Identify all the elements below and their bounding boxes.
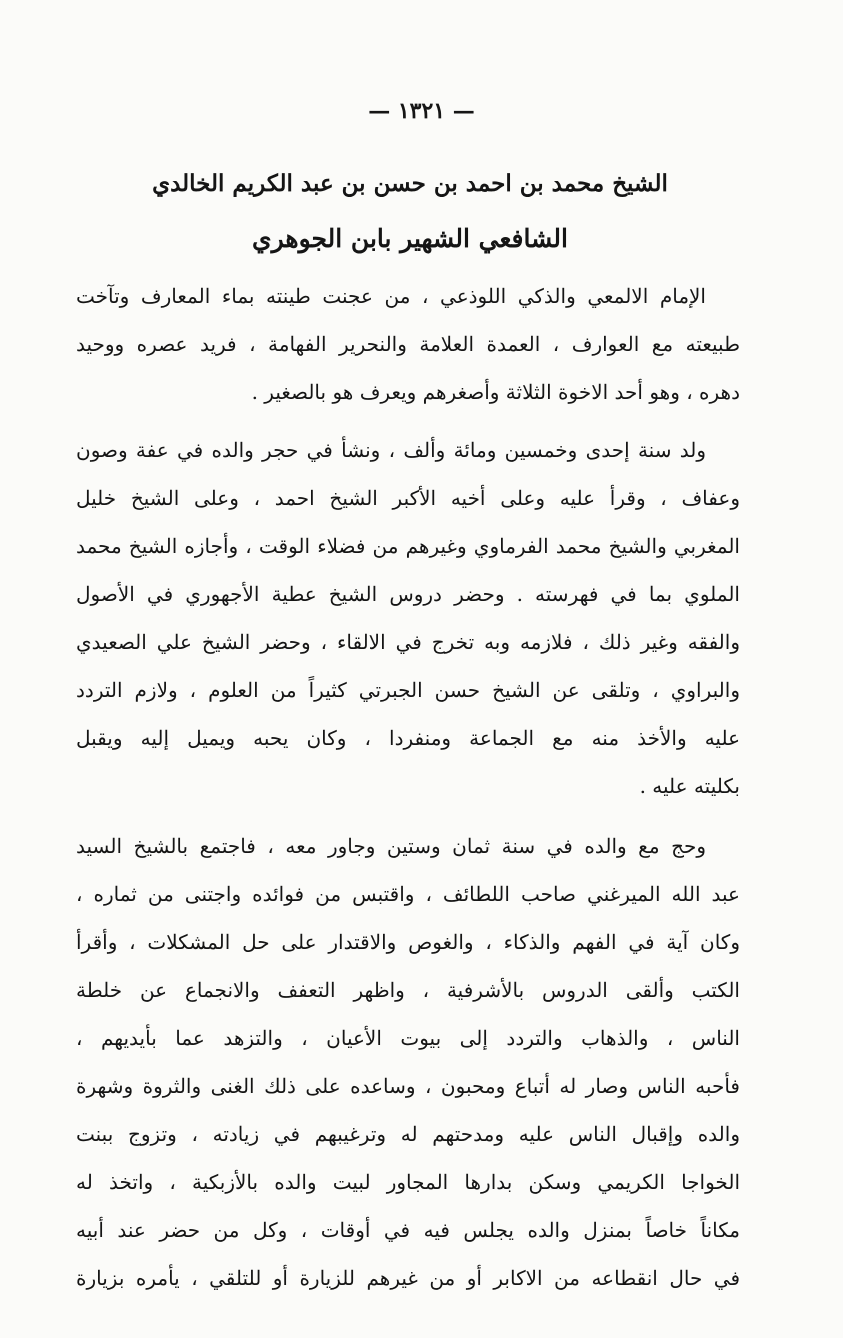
text-line: وكان آية في الفهم والذكاء ، والغوص والاقتدار على حل المشكلات ، وأقرأ: [76, 930, 740, 954]
paragraph-2: [76, 430, 740, 814]
text-line: الخواجا الكريمي وسكن بدارها المجاور لبيت والده بالأزبكية ، واتخذ له: [76, 1170, 740, 1194]
paragraph-1: [76, 276, 740, 420]
text-line: الملوي بما في فهرسته . وحضر دروس الشيخ عطية الأجهوري في الأصول: [76, 582, 740, 606]
text-line: ولد سنة إحدى وخمسين ومائة وألف ، ونشأ في حجر والده في عفة وصون: [76, 438, 706, 462]
text-line: وعفاف ، وقرأ عليه وعلى أخيه الأكبر الشيخ احمد ، وعلى الشيخ خليل: [76, 486, 740, 510]
text-line: فأحبه الناس وصار له أتباع ومحبون ، وساعده على ذلك الغنى والثروة وشهرة: [76, 1074, 740, 1098]
entry-title-line-1: الشيخ محمد بن احمد بن حسن بن عبد الكريم الخالدي: [152, 170, 668, 197]
text-line: الناس ، والذهاب والتردد إلى بيوت الأعيان ، والتزهد عما بأيديهم ،: [76, 1026, 740, 1050]
text-line: بكليته عليه .: [639, 774, 740, 798]
entry-title-line-2: الشافعي الشهير بابن الجوهري: [252, 224, 568, 253]
text-line: مكاناً خاصاً بمنزل والده يجلس فيه في أوقات ، وكل من حضر عند أبيه: [76, 1218, 740, 1242]
text-line: والده وإقبال الناس عليه ومدحتهم له وترغيبهم في زيادته ، وتزوج ببنت: [76, 1122, 740, 1146]
text-line: والفقه وغير ذلك ، فلازمه وبه تخرج في الالقاء ، وحضر الشيخ علي الصعيدي: [76, 630, 740, 654]
body-text: [76, 276, 740, 1306]
text-line: الكتب وألقى الدروس بالأشرفية ، واظهر التعفف والانجماع عن خلطة: [76, 978, 740, 1002]
text-line: عبد الله الميرغني صاحب اللطائف ، واقتبس من فوائده واجتنى من ثماره ،: [76, 882, 740, 906]
text-line: المغربي والشيخ محمد الفرماوي وغيرهم من فضلاء الوقت ، وأجازه الشيخ محمد: [76, 534, 740, 558]
page-number: — ١٣٢١ —: [368, 98, 475, 124]
text-line: الإمام الالمعي والذكي اللوذعي ، من عجنت طينته بماء المعارف وتآخت: [76, 284, 706, 308]
text-line: طبيعته مع العوارف ، العمدة العلامة والنحرير الفهامة ، فريد عصره ووحيد: [76, 332, 740, 356]
paragraph-3: [76, 826, 740, 1306]
text-line: عليه والأخذ منه مع الجماعة ومنفردا ، وكان يحبه ويميل إليه ويقبل: [76, 726, 740, 750]
text-line: في حال انقطاعه من الاكابر أو من غيرهم للزيارة أو للتلقي ، يأمره بزيارة: [76, 1266, 740, 1290]
text-line: والبراوي ، وتلقى عن الشيخ حسن الجبرتي كثيراً من العلوم ، ولازم التردد: [76, 678, 740, 702]
text-line: وحج مع والده في سنة ثمان وستين وجاور معه ، فاجتمع بالشيخ السيد: [76, 834, 706, 858]
text-line: دهره ، وهو أحد الاخوة الثلاثة وأصغرهم ويعرف هو بالصغير .: [251, 380, 740, 404]
